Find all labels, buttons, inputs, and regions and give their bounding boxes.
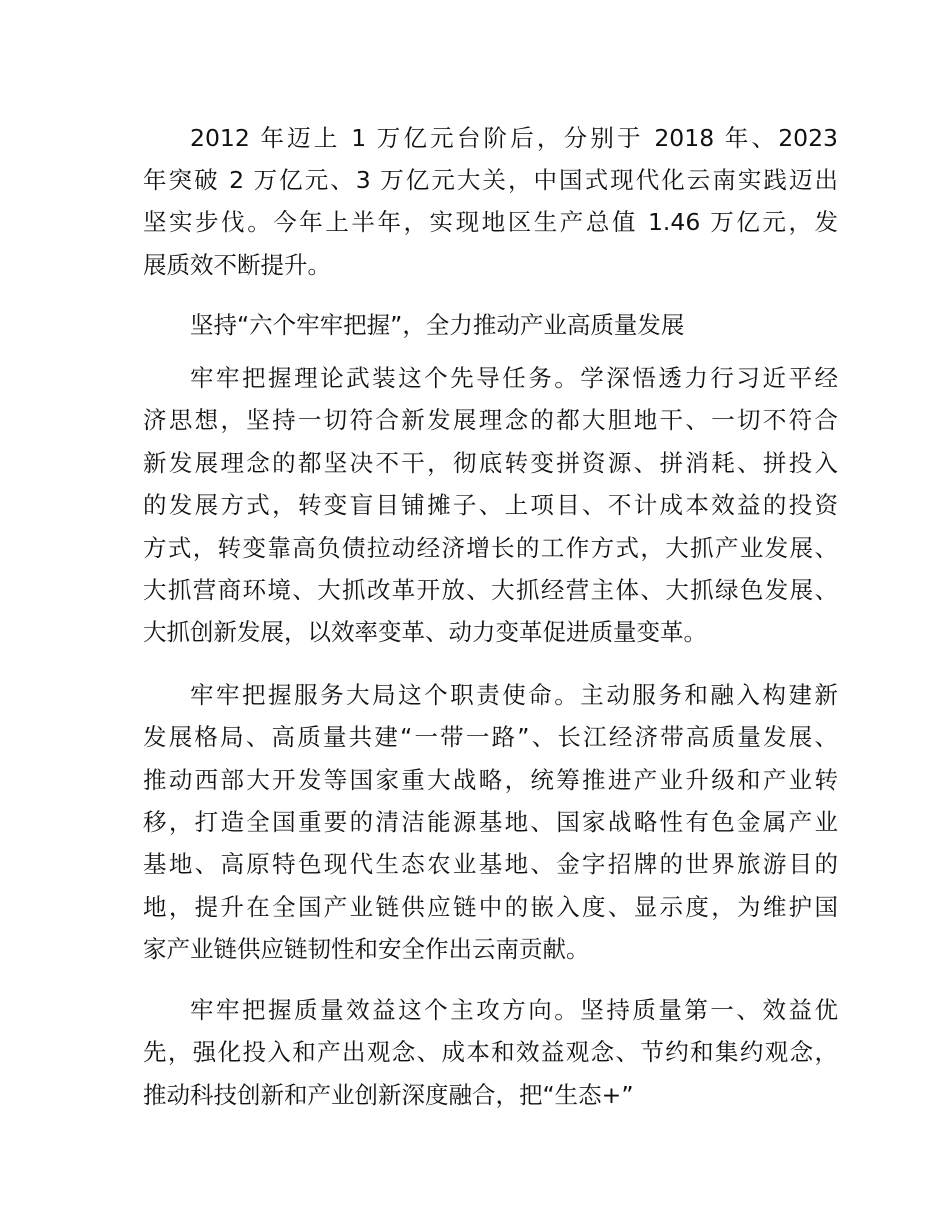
paragraph-line: 牢牢把握理论武装这个先导任务。学深悟透力行习近平经 [190,364,838,392]
paragraph-line: 新发展理念的都坚决不干，彻底转变拼资源、拼消耗、拼投入 [143,449,838,477]
paragraph-line: 牢牢把握服务大局这个职责使命。主动服务和融入构建新 [190,681,838,709]
paragraph-line: 坚实步伐。今年上半年，实现地区生产总值 1.46 万亿元，发 [143,208,838,236]
paragraph-line: 的发展方式，转变盲目铺摊子、上项目、不计成本效益的投资 [143,491,838,519]
paragraph-line: 移，打造全国重要的清洁能源基地、国家战略性有色金属产业 [143,808,838,836]
paragraph-line: 展质效不断提升。 [143,251,331,279]
paragraph-line: 家产业链供应链韧性和安全作出云南贡献。 [143,935,590,963]
paragraph-line: 推动西部大开发等国家重大战略，统筹推进产业升级和产业转 [143,766,838,794]
section-heading: 坚持“六个牢牢把握”，全力推动产业高质量发展 [190,311,685,339]
paragraph-line: 大抓营商环境、大抓改革开放、大抓经营主体、大抓绿色发展、 [143,576,838,604]
paragraph-line: 济思想，坚持一切符合新发展理念的都大胆地干、一切不符合 [143,406,838,434]
paragraph-line: 2012 年迈上 1 万亿元台阶后，分别于 2018 年、2023 [190,124,838,152]
paragraph-line: 推动科技创新和产业创新深度融合，把“生态+” [143,1081,634,1109]
paragraph-line: 地，提升在全国产业链供应链中的嵌入度、显示度，为维护国 [143,893,838,921]
paragraph-line: 先，强化投入和产出观念、成本和效益观念、节约和集约观念， [143,1038,838,1066]
paragraph-line: 大抓创新发展，以效率变革、动力变革促进质量变革。 [143,618,707,646]
paragraph-line: 发展格局、高质量共建“一带一路”、长江经济带高质量发展、 [143,723,838,751]
paragraph-line: 牢牢把握质量效益这个主攻方向。坚持质量第一、效益优 [190,996,838,1024]
paragraph-line: 方式，转变靠高负债拉动经济增长的工作方式，大抓产业发展、 [143,534,838,562]
paragraph-line: 年突破 2 万亿元、3 万亿元大关，中国式现代化云南实践迈出 [143,166,838,194]
paragraph-line: 基地、高原特色现代生态农业基地、金字招牌的世界旅游目的 [143,850,838,878]
